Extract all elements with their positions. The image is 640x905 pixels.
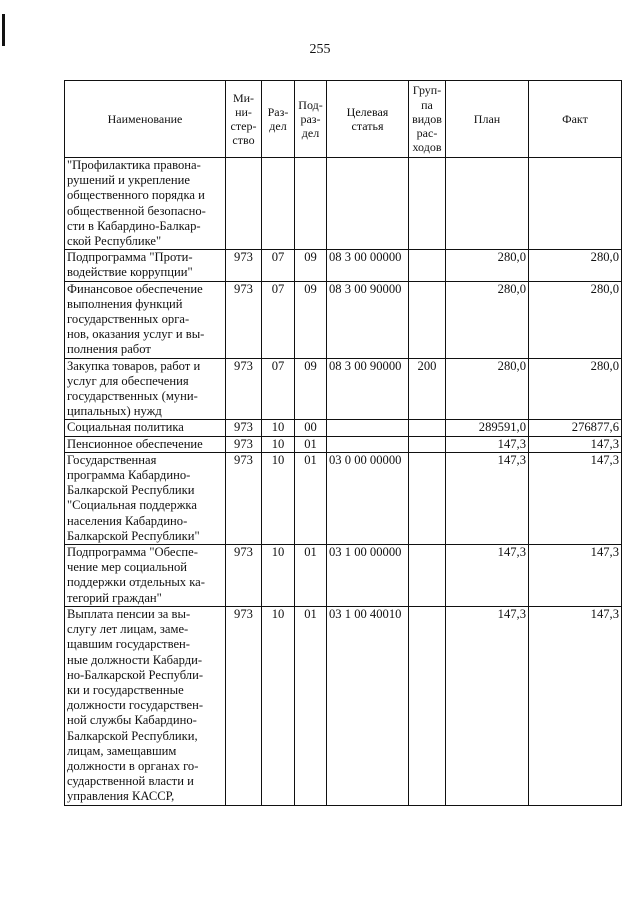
cell-subsection: 01: [295, 436, 327, 452]
cell-section: 10: [262, 452, 295, 544]
cell-name: Выплата пенсии за вы- слугу лет лицам, заме- щавшим государствен- ные должности Кабарди- но-Балкарской Республи- ки и государственные должности государствен- ной службы Кабардино- Балкарской Республики, лицам, замещавшим должности в органах го- сударственной власти и управления КАССР,: [65, 606, 226, 805]
cell-target: [327, 436, 409, 452]
cell-ministry: 973: [226, 281, 262, 358]
header-section: Раз- дел: [262, 81, 295, 158]
cell-subsection: 01: [295, 606, 327, 805]
cell-fact: 147,3: [529, 436, 622, 452]
header-target: Целевая статья: [327, 81, 409, 158]
cell-group: [409, 545, 446, 607]
cell-ministry: [226, 158, 262, 250]
cell-plan: 280,0: [446, 281, 529, 358]
cell-name: Финансовое обеспечение выполнения функций государственных орга- нов, оказания услуг и вы- полнения работ: [65, 281, 226, 358]
cell-name: Пенсионное обеспечение: [65, 436, 226, 452]
cell-name: Подпрограмма "Обеспе- чение мер социальной поддержки отдельных ка- тегорий граждан": [65, 545, 226, 607]
cell-subsection: 00: [295, 420, 327, 436]
cell-plan: 147,3: [446, 436, 529, 452]
cell-target: [327, 420, 409, 436]
cell-name: Социальная политика: [65, 420, 226, 436]
cell-subsection: 09: [295, 281, 327, 358]
cell-target: 03 1 00 00000: [327, 545, 409, 607]
cell-fact: 147,3: [529, 606, 622, 805]
cell-group: [409, 158, 446, 250]
cell-subsection: 01: [295, 452, 327, 544]
cell-group: [409, 250, 446, 281]
cell-name: Государственная программа Кабардино- Балкарской Республики "Социальная поддержка населения Кабардино- Балкарской Республики": [65, 452, 226, 544]
cell-plan: 280,0: [446, 250, 529, 281]
cell-target: 03 1 00 40010: [327, 606, 409, 805]
table-row: [65, 281, 622, 358]
table-row: [65, 158, 622, 250]
header-fact: Факт: [529, 81, 622, 158]
cell-ministry: 973: [226, 436, 262, 452]
cell-fact: 280,0: [529, 250, 622, 281]
cell-fact: 147,3: [529, 452, 622, 544]
cell-group: [409, 420, 446, 436]
table-row: [65, 250, 622, 281]
cell-subsection: 09: [295, 358, 327, 420]
table-row: [65, 452, 622, 544]
cell-subsection: [295, 158, 327, 250]
cell-ministry: 973: [226, 606, 262, 805]
cell-ministry: 973: [226, 545, 262, 607]
cell-subsection: 09: [295, 250, 327, 281]
cell-plan: 147,3: [446, 606, 529, 805]
cell-section: 10: [262, 545, 295, 607]
cell-target: 08 3 00 90000: [327, 281, 409, 358]
cell-section: 07: [262, 281, 295, 358]
table-row: [65, 358, 622, 420]
cell-plan: 147,3: [446, 452, 529, 544]
cell-group: [409, 452, 446, 544]
cell-section: 10: [262, 420, 295, 436]
cell-ministry: 973: [226, 358, 262, 420]
cell-target: 08 3 00 00000: [327, 250, 409, 281]
cell-fact: 280,0: [529, 358, 622, 420]
cell-ministry: 973: [226, 250, 262, 281]
cell-subsection: 01: [295, 545, 327, 607]
cell-name: Подпрограмма "Проти- водействие коррупции": [65, 250, 226, 281]
cell-fact: 280,0: [529, 281, 622, 358]
header-subsection: Под- раз- дел: [295, 81, 327, 158]
cell-ministry: 973: [226, 452, 262, 544]
cell-plan: [446, 158, 529, 250]
header-ministry: Ми- ни- стер- ство: [226, 81, 262, 158]
table-row: [65, 436, 622, 452]
header-name: Наименование: [65, 81, 226, 158]
cell-section: 10: [262, 606, 295, 805]
cell-group: 200: [409, 358, 446, 420]
cell-plan: 289591,0: [446, 420, 529, 436]
cell-section: 07: [262, 250, 295, 281]
header-group: Груп- па видов рас- ходов: [409, 81, 446, 158]
cell-group: [409, 436, 446, 452]
cell-group: [409, 606, 446, 805]
cell-target: 03 0 00 00000: [327, 452, 409, 544]
table-row: [65, 545, 622, 607]
budget-table: [64, 80, 622, 806]
cell-target: [327, 158, 409, 250]
table-row: [65, 606, 622, 805]
cell-ministry: 973: [226, 420, 262, 436]
cell-section: 10: [262, 436, 295, 452]
cell-name: Закупка товаров, работ и услуг для обеспечения государственных (муни- ципальных) нужд: [65, 358, 226, 420]
table-header-row: [65, 81, 622, 158]
cell-plan: 280,0: [446, 358, 529, 420]
cell-fact: 276877,6: [529, 420, 622, 436]
cell-section: 07: [262, 358, 295, 420]
cell-fact: [529, 158, 622, 250]
header-plan: План: [446, 81, 529, 158]
cell-name: "Профилактика правона- рушений и укрепление общественного порядка и общественной безопасно- сти в Кабардино-Балкар- ской Республике": [65, 158, 226, 250]
cell-fact: 147,3: [529, 545, 622, 607]
cell-section: [262, 158, 295, 250]
cell-plan: 147,3: [446, 545, 529, 607]
table-row: [65, 420, 622, 436]
cell-target: 08 3 00 90000: [327, 358, 409, 420]
cell-group: [409, 281, 446, 358]
page-number: 255: [309, 42, 331, 57]
